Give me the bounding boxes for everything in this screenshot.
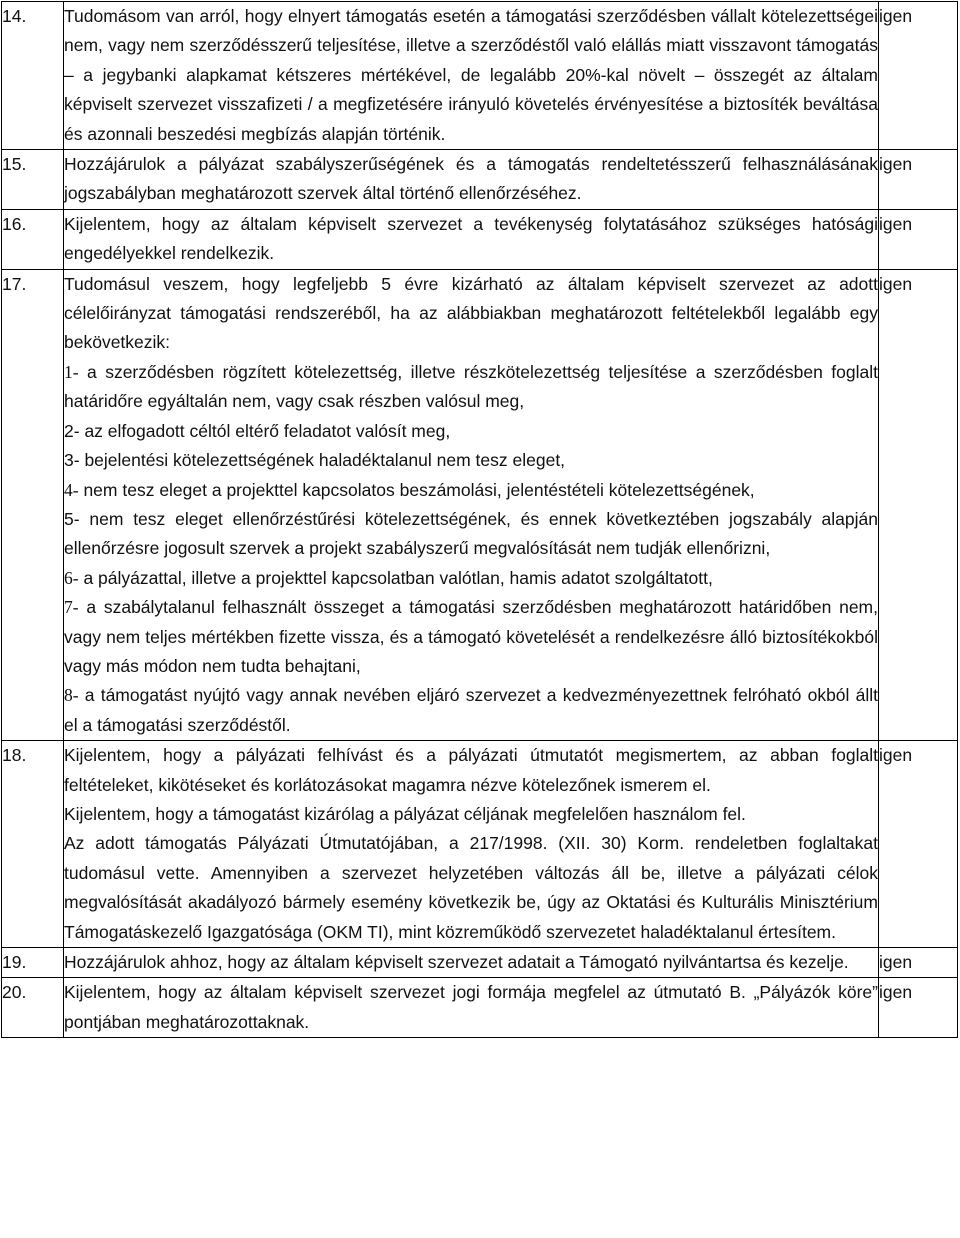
answer-value: igen [879, 978, 958, 1038]
exclusion-condition [64, 593, 878, 681]
condition-number: 1- [64, 361, 79, 382]
declaration-row-15 [2, 150, 958, 210]
declaration-text: Kijelentem, hogy az általam képviselt szervezet jogi formája megfelel az útmutató B. „Pályázók köre” pontjában meghatározottaknak. [64, 978, 879, 1038]
exclusion-condition [64, 505, 878, 564]
declaration-text: Tudomásom van arról, hogy elnyert támogatás esetén a támogatási szerződésben vállalt kötelezettségei nem, vagy nem szerződésszerű teljesítése, illetve a szerződéstől való elállás miatt visszavont támogatás – a jegybanki alapkamat kétszeres mértékével, de legalább 20%-kal növelt – összegét az általam képviselt szervezet visszafizeti / a megfizetésére irányuló követelés érvényesítése a biztosíték beváltása és azonnali beszedési megbízás alapján történik. [64, 2, 879, 150]
condition-text: a támogatást nyújtó vagy annak nevében eljáró szervezet a kedvezményezettnek felróható okból állt el a támogatási szerződéstől. [64, 685, 878, 735]
row-number: 16. [2, 209, 64, 269]
condition-number: 8- [64, 685, 79, 706]
row-number: 15. [2, 150, 64, 210]
condition-number: 3- [64, 450, 80, 471]
declaration-paragraph: Kijelentem, hogy a pályázati felhívást és a pályázati útmutatót megismertem, az abban foglalt feltételeket, kikötéseket és korlátozásokat magamra nézve kötelezőnek ismerem el. [64, 745, 878, 795]
declaration-text: Hozzájárulok a pályázat szabályszerűségének és a támogatás rendeltetésszerű felhasználásának jogszabályban meghatározott szervek által történő ellenőrzéséhez. [64, 150, 879, 210]
declaration-text: Hozzájárulok ahhoz, hogy az általam képviselt szervezet adatait a Támogató nyilvántartsa és kezelje. [64, 948, 879, 978]
answer-value: igen [879, 948, 958, 978]
condition-number: 7- [64, 597, 79, 618]
declaration-paragraph: Az adott támogatás Pályázati Útmutatójában, a 217/1998. (XII. 30) Korm. rendeletben foglaltakat tudomásul vette. Amennyiben a szervezet helyzetében változás áll be, illetve a pályázati célok megvalósítását akadályozó bármely esemény következik be, úgy az Oktatási és Kulturális Minisztérium Támogatáskezelő Igazgatósága (OKM TI), mint közreműködő szervezetet haladéktalanul értesítem. [64, 833, 878, 942]
exclusion-intro: Tudomásul veszem, hogy legfeljebb 5 évre kizárható az általam képviselt szervezet az adott célelőirányzat támogatási rendszeréből, ha az alábbiakban meghatározott feltételekből legalább egy bekövetkezik: [64, 273, 878, 353]
condition-number: 4- [64, 479, 79, 500]
row-number: 14. [2, 2, 64, 150]
condition-text: a szerződésben rögzített kötelezettség, illetve részkötelezettség teljesítése a szerződésben foglalt határidőre egyáltalán nem, vagy csak részben valósul meg, [64, 361, 878, 412]
exclusion-condition [64, 476, 878, 505]
row-number: 19. [2, 948, 64, 978]
condition-text: a szabálytalanul felhasznált összeget a támogatási szerződésben meghatározott határidőben nem, vagy nem teljes mértékben fizette vissza, és a támogató követelését a rendelkezésre álló biztosítékokból vagy más módon nem tudta behajtani, [64, 597, 878, 676]
condition-number: 6- [64, 567, 79, 588]
declaration-text [64, 269, 879, 741]
condition-text: az elfogadott céltól eltérő feladatot valósít meg, [84, 420, 451, 441]
answer-value: igen [879, 150, 958, 210]
exclusion-condition [64, 564, 878, 593]
condition-number: 2- [64, 420, 80, 441]
declaration-row-17 [2, 269, 958, 741]
condition-text: a pályázattal, illetve a projekttel kapcsolatban valótlan, hamis adatot szolgáltatott, [83, 567, 713, 588]
condition-number: 5- [64, 508, 80, 529]
answer-value: igen [879, 2, 958, 150]
exclusion-condition [64, 358, 878, 417]
declaration-row-16 [2, 209, 958, 269]
answer-value: igen [879, 209, 958, 269]
declaration-table [1, 1, 958, 1038]
row-number: 20. [2, 978, 64, 1038]
condition-text: nem tesz eleget a projekttel kapcsolatos beszámolási, jelentéstételi kötelezettségének, [83, 479, 755, 500]
row-number: 18. [2, 741, 64, 948]
declaration-text [64, 741, 879, 948]
condition-text: bejelentési kötelezettségének haladéktalanul nem tesz eleget, [84, 450, 566, 471]
exclusion-condition [64, 446, 878, 475]
declaration-text: Kijelentem, hogy az általam képviselt szervezet a tevékenység folytatásához szükséges hatósági engedélyekkel rendelkezik. [64, 209, 879, 269]
exclusion-condition [64, 681, 878, 740]
declaration-row-19 [2, 948, 958, 978]
exclusion-condition [64, 417, 878, 446]
answer-value: igen [879, 741, 958, 948]
declaration-row-20 [2, 978, 958, 1038]
declaration-row-14 [2, 2, 958, 150]
condition-text: nem tesz eleget ellenőrzéstűrési kötelezettségének, és ennek következtében jogszabály alapján ellenőrzésre jogosult szervek a projekt szabályszerű megvalósítását nem tudják ellenőrizni, [64, 508, 878, 559]
declaration-paragraph: Kijelentem, hogy a támogatást kizárólag a pályázat céljának megfelelően használom fel. [64, 803, 746, 824]
declaration-row-18 [2, 741, 958, 948]
answer-value: igen [879, 269, 958, 741]
row-number: 17. [2, 269, 64, 741]
